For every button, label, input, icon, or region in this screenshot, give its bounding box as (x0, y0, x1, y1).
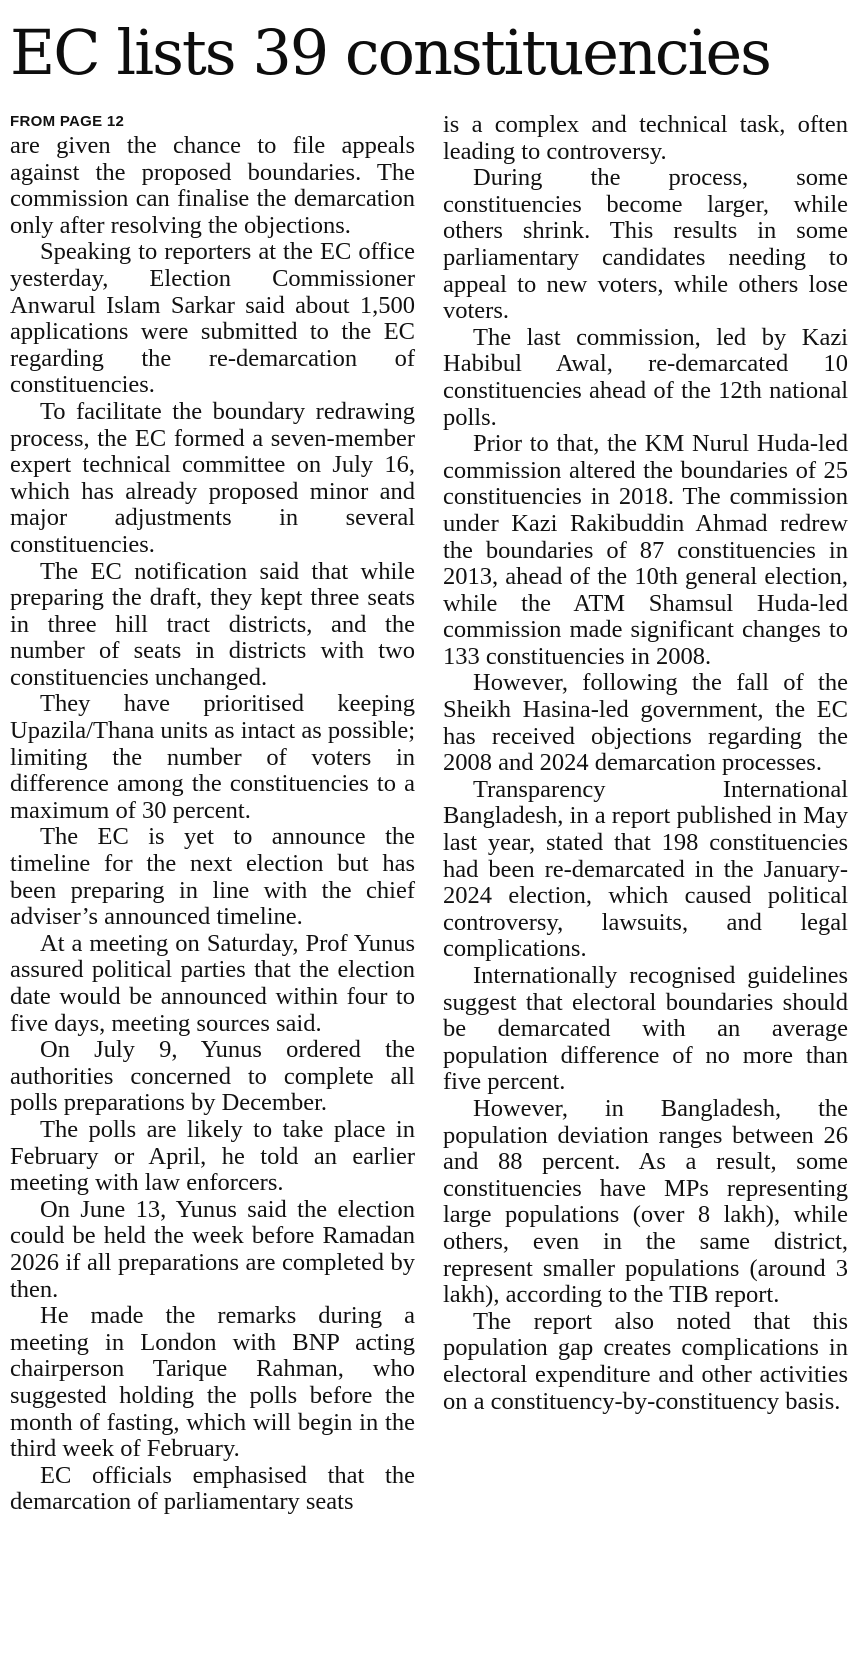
paragraph: Transparency International Bangladesh, in a report published in May last year, stated that 198 constituencies had been re-demarcated in the January-2024 election, which caused political controversy, lawsuits, and legal complications. (443, 775, 848, 963)
article-column-left (10, 112, 415, 1516)
paragraph: On June 13, Yunus said the election could be held the week before Ramadan 2026 if all preparations are completed by then. (10, 1195, 415, 1303)
paragraph: However, in Bangladesh, the population deviation ranges between 26 and 88 percent. As a result, some constituencies have MPs representing large populations (over 8 lakh), while others, even in the same district, represent smaller populations (around 3 lakh), according to the TIB report. (443, 1094, 848, 1309)
paragraph: The EC is yet to announce the timeline for the next election but has been preparing in line with the chief adviser’s announced timeline. (10, 823, 415, 931)
article-column-right (443, 112, 848, 1415)
paragraph: During the process, some constituencies become larger, while others shrink. This results in some parliamentary candidates needing to appeal to new voters, while others lose voters. (443, 164, 848, 325)
paragraph: Prior to that, the KM Nurul Huda-led commission altered the boundaries of 25 constituencies in 2018. The commission under Kazi Rakibuddin Ahmad redrew the boundaries of 87 constituencies in 2013, ahead of the 10th general election, while the ATM Shamsul Huda-led commission made significant changes to 133 constituencies in 2008. (443, 430, 848, 670)
paragraph: However, following the fall of the Sheikh Hasina-led government, the EC has received objections regarding the 2008 and 2024 demarcation processes. (443, 669, 848, 777)
paragraph: At a meeting on Saturday, Prof Yunus assured political parties that the election date would be announced within four to five days, meeting sources said. (10, 929, 415, 1037)
paragraph: The last commission, led by Kazi Habibul Awal, re-demarcated 10 constituencies ahead of the 12th national polls. (443, 323, 848, 431)
paragraph: Speaking to reporters at the EC office yesterday, Election Commissioner Anwarul Islam Sarkar said about 1,500 applications were submitted to the EC regarding the re-demarcation of constituencies. (10, 238, 415, 399)
paragraph: The polls are likely to take place in February or April, he told an earlier meeting with law enforcers. (10, 1115, 415, 1197)
continuation-kicker: FROM PAGE 12 (10, 113, 125, 130)
paragraph: Internationally recognised guidelines suggest that electoral boundaries should be demarcated with an average population difference of no more than five percent. (443, 962, 848, 1096)
paragraph: To facilitate the boundary redrawing process, the EC formed a seven-member expert technical committee on July 16, which has already proposed minor and major adjustments in several constituencies. (10, 397, 415, 558)
paragraph: EC officials emphasised that the demarcation of parliamentary seats (10, 1461, 415, 1516)
headline: EC lists 39 constituencies (10, 16, 770, 89)
paragraph: The report also noted that this population gap creates complications in electoral expenditure and other activities on a constituency-by-constituency basis. (443, 1307, 848, 1415)
paragraph: They have prioritised keeping Upazila/Thana units as intact as possible; limiting the number of voters in difference among the constituencies to a maximum of 30 percent. (10, 690, 415, 824)
paragraph: are given the chance to file appeals against the proposed boundaries. The commission can finalise the demarcation only after resolving the objections. (10, 132, 415, 239)
paragraph: The EC notification said that while preparing the draft, they kept three seats in three hill tract districts, and the number of seats in districts with two constituencies unchanged. (10, 557, 415, 691)
paragraph: is a complex and technical task, often leading to controversy. (443, 111, 848, 165)
paragraph: On July 9, Yunus ordered the authorities concerned to complete all polls preparations by December. (10, 1036, 415, 1117)
paragraph: He made the remarks during a meeting in London with BNP acting chairperson Tarique Rahman, who suggested holding the polls before the month of fasting, which will begin in the third week of February. (10, 1302, 415, 1463)
